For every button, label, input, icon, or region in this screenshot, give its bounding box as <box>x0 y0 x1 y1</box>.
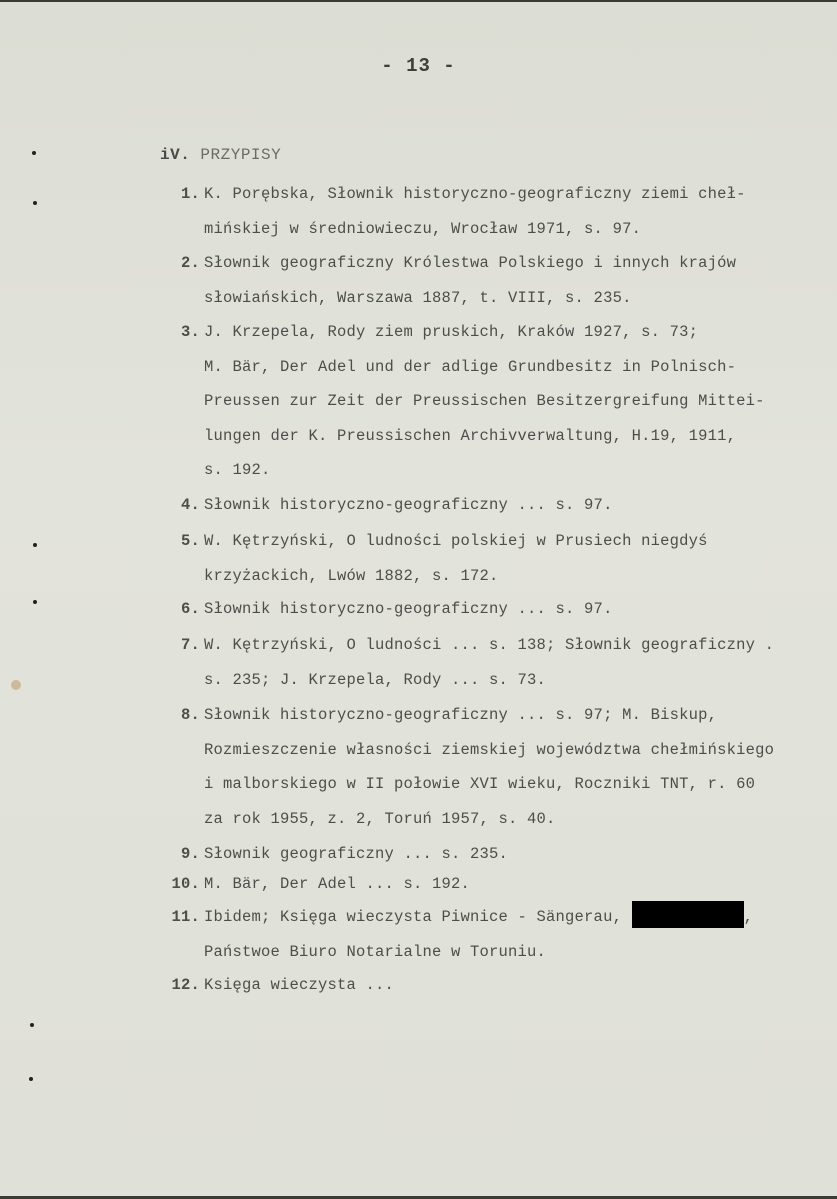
section-heading <box>160 146 281 164</box>
footnote-line: W. Kętrzyński, O ludności polskiej w Prusiech niegdyś <box>204 532 708 550</box>
footnote-line: mińskiej w średniowieczu, Wrocław 1971, s. 97. <box>204 219 642 238</box>
page-number: - 13 - <box>381 55 456 77</box>
footnote-number: 2. <box>180 254 200 272</box>
footnote-2 <box>160 246 820 315</box>
scan-speck <box>29 1077 33 1081</box>
footnote-line: lungen der K. Preussischen Archivverwaltung, H.19, 1911, <box>204 426 737 445</box>
footnote-line: J. Krzepela, Rody ziem pruskich, Kraków 1927, s. 73; <box>204 323 699 341</box>
footnote-text: Ibidem; Księga wieczysta Piwnice - Sängerau, <box>204 908 632 926</box>
footnote-line: Rozmieszczenie własności ziemskiej województwa chełmińskiego <box>204 740 775 759</box>
footnote-number: 6. <box>180 600 200 618</box>
scan-speck <box>33 201 37 205</box>
footnote-number: 1. <box>180 185 200 203</box>
scan-speck <box>33 543 37 547</box>
footnote-line: Słownik geograficzny Królestwa Polskiego i innych krajów <box>204 254 737 272</box>
section-title: PRZYPISY <box>200 146 282 164</box>
footnote-line: s. 192. <box>204 461 271 479</box>
footnote-line: Słownik historyczno-geograficzny ... s. 97. <box>204 496 613 514</box>
footnote-5 <box>160 524 820 593</box>
footnote-number: 4. <box>180 496 200 514</box>
footnote-number: 5. <box>180 532 200 550</box>
scan-speck <box>32 151 36 155</box>
footnote-line <box>204 900 820 935</box>
footnote-8 <box>160 698 820 836</box>
footnote-text: , <box>743 908 754 926</box>
section-roman-numeral: iV. <box>160 146 191 164</box>
footnote-line: Słownik geograficzny ... s. 235. <box>204 845 509 863</box>
footnote-line: Księga wieczysta ... <box>204 976 395 994</box>
scan-stain <box>11 680 21 690</box>
footnote-line: i malborskiego w II połowie XVI wieku, Roczniki TNT, r. 60 <box>204 775 756 793</box>
scan-speck <box>33 600 37 604</box>
footnote-number: 12. <box>171 976 200 994</box>
scan-edge-top <box>0 0 837 2</box>
footnote-line: M. Bär, Der Adel und der adlige Grundbesitz in Polnisch- <box>204 357 737 376</box>
footnote-line: Słownik historyczno-geograficzny ... s. 97. <box>204 600 613 618</box>
footnote-line: Słownik historyczno-geograficzny ... s. 97; M. Biskup, <box>204 706 718 724</box>
footnote-7 <box>160 628 820 697</box>
footnote-1 <box>160 177 820 246</box>
footnote-line: Państwoe Biuro Notarialne w Toruniu. <box>204 942 547 961</box>
footnote-number: 8. <box>180 706 200 724</box>
scan-speck <box>30 1023 34 1027</box>
footnote-line: s. 235; J. Krzepela, Rody ... s. 73. <box>204 670 547 689</box>
footnote-12 <box>160 968 820 1003</box>
footnote-number: 3. <box>180 323 200 341</box>
redaction-block <box>632 901 744 928</box>
footnote-3 <box>160 315 820 488</box>
footnote-line: krzyżackich, Lwów 1882, s. 172. <box>204 566 499 585</box>
footnote-line: W. Kętrzyński, O ludności ... s. 138; Słownik geograficzny . <box>204 636 775 654</box>
footnote-line: M. Bär, Der Adel ... s. 192. <box>204 875 471 893</box>
footnote-line: Preussen zur Zeit der Preussischen Besitzergreifung Mittei- <box>204 392 765 410</box>
footnote-number: 11. <box>171 908 200 926</box>
footnote-line: K. Porębska, Słownik historyczno-geograficzny ziemi cheł- <box>204 185 746 203</box>
footnote-4 <box>160 488 820 523</box>
footnote-number: 10. <box>171 875 200 893</box>
footnote-6 <box>160 592 820 627</box>
footnote-number: 9. <box>180 845 200 863</box>
footnote-10 <box>160 867 820 902</box>
footnote-number: 7. <box>180 636 200 654</box>
footnote-line: słowiańskich, Warszawa 1887, t. VIII, s. 235. <box>204 288 632 307</box>
footnote-11 <box>160 900 820 969</box>
footnote-line: za rok 1955, z. 2, Toruń 1957, s. 40. <box>204 809 556 828</box>
